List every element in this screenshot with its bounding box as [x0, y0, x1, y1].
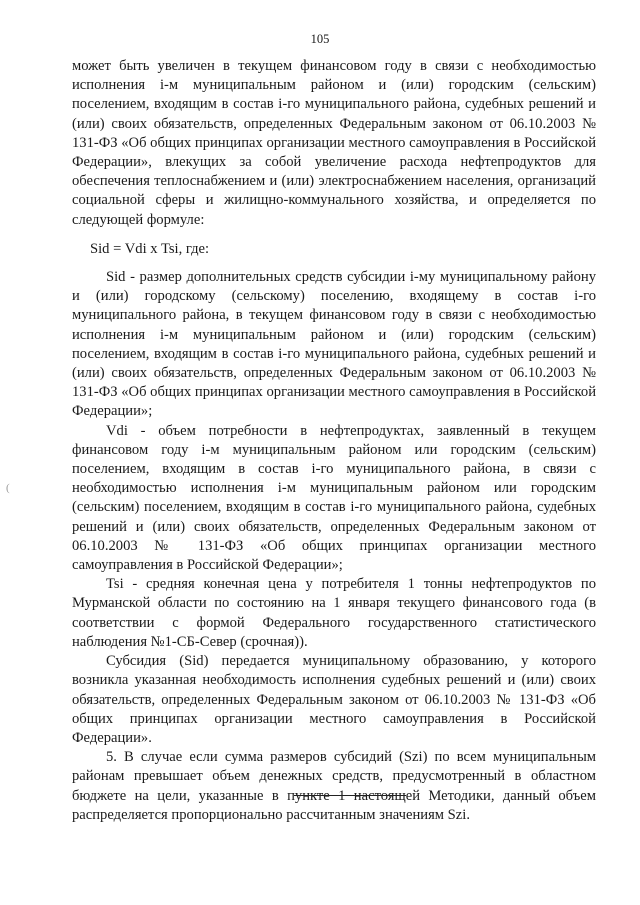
document-body — [72, 57, 596, 825]
paragraph-subsidy: Субсидия (Sid) передается муниципальному образованию, у которого возникла указанная необходимость исполнения судебных решений и (или) своих обязательств, определенных Федеральным законом от 06.10.2003 № 131-ФЗ «Об общих принципах организации местного самоуправления в Российской Федерации». — [72, 653, 596, 746]
page-number: 105 — [310, 32, 330, 46]
paragraph-intro: может быть увеличен в текущем финансовом году в связи с необходимостью исполнения i-м муниципальным районом и (или) городским (сельским) поселением, входящим в состав i-го муниципального района, судебных решений и (или) своих обязательств, определенных Федеральным законом от 06.10.2003 № 131-ФЗ «Об общих принципах организации местного самоуправления в Российской Федерации», влекущих за собой увеличение расхода нефтепродуктов для обеспечения теплоснабжением и (или) электроснабжением населения, организаций социальной сферы и жилищно-коммунального хозяйства, и определяется по следующей формуле: — [72, 58, 596, 228]
definition-tsi: Tsi - средняя конечная цена у потребителя 1 тонны нефтепродуктов по Мурманской области по состоянию на 1 января текущего финансового года (в соответствии с формой Федерального государственного статистического наблюдения №1-СБ-Север (срочная)). — [72, 576, 596, 650]
formula: Sid = Vdi x Tsi, где: — [90, 240, 210, 257]
definition-vdi: Vdi - объем потребности в нефтепродуктах, заявленный в текущем финансовом году i-м муниципальным районом или городским (сельским) поселением, входящим в состав i-го муниципального района, в связи с необходимостью исполнения i-м муниципальным районом или городским (сельским) поселением, входящим в состав i-го муниципального района, судебных решений и (или) своих обязательств, определенных Федеральным законом от 06.10.2003 № 131-ФЗ «Об общих принципах организации местного самоуправления в Российской Федерации»; — [72, 422, 596, 574]
section-divider — [294, 795, 406, 796]
definition-sid: Sid - размер дополнительных средств субсидии i-му муниципальному району и (или) городскому (сельскому) поселению, входящему в состав i-го муниципального района, в текущем финансовом году в связи с необходимостью исполнения i-м муниципальным районом и (или) городским (сельским) поселением, входящим в состав i-го муниципального района, судебных решений и (или) своих обязательств, определенных Федеральным законом от 06.10.2003 № 131-ФЗ «Об общих принципах организации местного самоуправления в Российской Федерации»; — [72, 269, 596, 420]
margin-mark: ( — [6, 482, 10, 494]
paragraph-point-5: 5. В случае если сумма размеров субсидий (Szi) по всем муниципальным районам превышает объем денежных средств, предусмотренный в областном бюджете на цели, указанные в пункте 1 настоящей Методики, данный объем распределяется пропорционально рассчитанным значениям Szi. — [72, 749, 596, 823]
